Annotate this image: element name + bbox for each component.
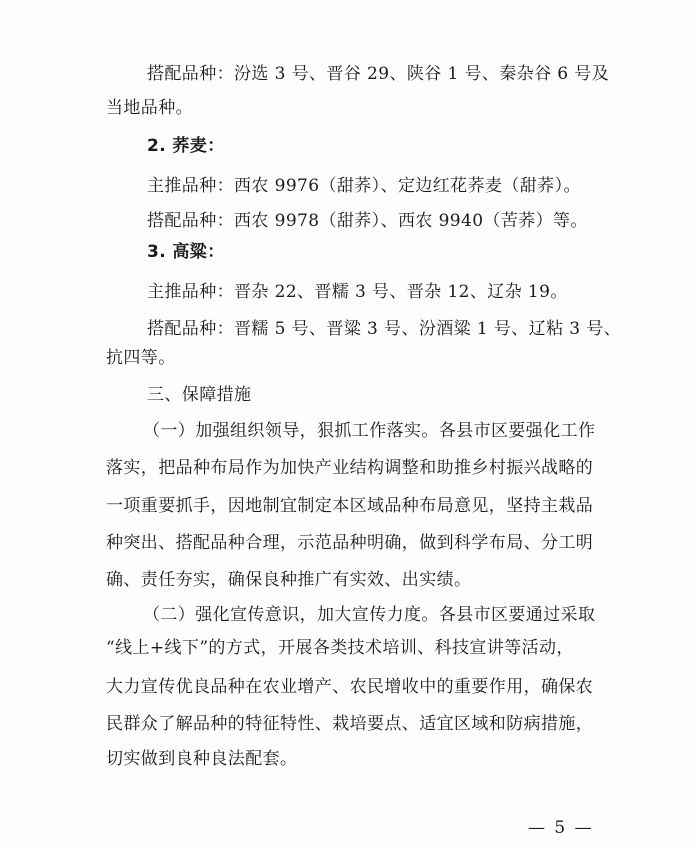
paragraph-1-line-2: 落实，把品种布局作为加快产业结构调整和助推乡村振兴战略的 <box>106 458 594 478</box>
section-heading-safeguards: 三、保障措施 <box>147 385 252 405</box>
paragraph-1-line-5: 确、责任夯实，确保良种推广有实效、出实绩。 <box>106 570 472 590</box>
paragraph-2-line-5: 切实做到良种良法配套。 <box>106 749 298 769</box>
heading-buckwheat: 2. 荞麦： <box>147 136 225 156</box>
paragraph-2-line-1: （二）强化宣传意识，加大宣传力度。各县市区要通过采取 <box>143 605 596 625</box>
paragraph-2-line-3: 大力宣传优良品种在农业增产、农民增收中的重要作用，确保农 <box>106 677 594 697</box>
page-number: — 5 — <box>528 818 594 838</box>
text-line-sorghum-secondary: 搭配品种：晋糯 5 号、晋粱 3 号、汾酒粱 1 号、辽粘 3 号、 <box>147 319 622 339</box>
paragraph-1-line-3: 一项重要抓手，因地制宜制定本区域品种布局意见，坚持主栽品 <box>106 496 594 516</box>
text-line-millet-secondary: 搭配品种：汾选 3 号、晋谷 29、陕谷 1 号、秦杂谷 6 号及 <box>147 64 610 84</box>
text-line-buckwheat-main: 主推品种：西农 9976（甜荞）、定边红花荞麦（甜荞）。 <box>147 176 581 196</box>
paragraph-1-line-4: 种突出、搭配品种合理，示范品种明确，做到科学布局、分工明 <box>106 533 594 553</box>
heading-sorghum: 3. 高粱： <box>147 242 225 262</box>
text-line-millet-secondary-cont: 当地品种。 <box>106 98 193 118</box>
paragraph-1-line-1: （一）加强组织领导，狠抓工作落实。各县市区要强化工作 <box>143 421 596 441</box>
text-line-sorghum-main: 主推品种：晋杂 22、晋糯 3 号、晋杂 12、辽杂 19。 <box>147 282 568 302</box>
paragraph-2-line-2: “线上+线下”的方式，开展各类技术培训、科技宣讲等活动， <box>106 638 574 658</box>
text-line-sorghum-secondary-cont: 抗四等。 <box>106 348 176 368</box>
paragraph-2-line-4: 民群众了解品种的特征特性、栽培要点、适宜区域和防病措施， <box>106 714 594 734</box>
text-line-buckwheat-secondary: 搭配品种：西农 9978（甜荞）、西农 9940（苦荞）等。 <box>147 211 588 231</box>
